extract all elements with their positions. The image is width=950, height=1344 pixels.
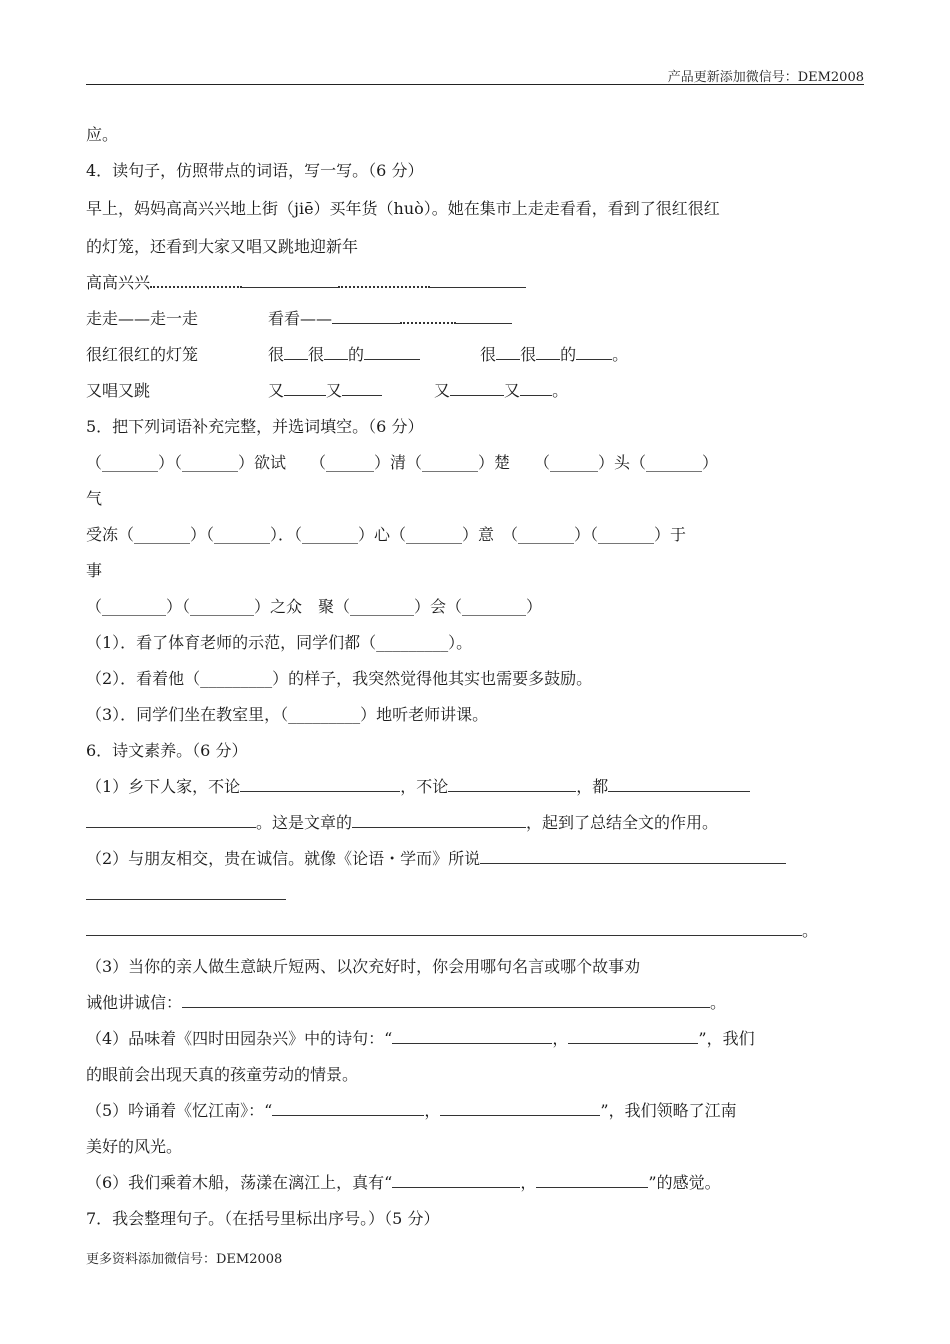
q5-sentence: （2）．看着他（_________）的样子，我突然觉得他其实也需要多鼓励。 xyxy=(86,669,593,688)
q5-word-row: 气 xyxy=(86,489,103,508)
q6-text: 诫他讲诚信： xyxy=(86,993,183,1012)
question-4-passage: 的灯笼，还看到大家又唱又跳地迎新年 xyxy=(86,237,359,256)
page-header: 产品更新添加微信号：DEM2008 xyxy=(667,70,864,85)
q5-word-row: 事 xyxy=(86,561,103,580)
question-6-title: 6．诗文素养。（6 分） xyxy=(86,741,248,760)
answer-blank[interactable] xyxy=(324,339,348,360)
q6-text: 。 xyxy=(710,993,727,1012)
answer-blank[interactable] xyxy=(430,267,526,288)
q5-word-row: 受冻（_______）（_______）．（_______）心（_______）意 （_______）（_______）于 xyxy=(86,525,687,544)
q6-item-2-cont xyxy=(86,913,864,949)
answer-blank[interactable] xyxy=(440,1095,600,1116)
answer-blank[interactable] xyxy=(392,1167,520,1188)
answer-blank[interactable] xyxy=(536,1167,648,1188)
q6-text: （1）乡下人家，不论 xyxy=(86,777,241,796)
answer-blank[interactable] xyxy=(392,1023,552,1044)
q6-text: ， xyxy=(424,1101,441,1120)
q4-text: 很 xyxy=(268,345,285,364)
q4-row-1 xyxy=(86,265,864,301)
q4-row-3 xyxy=(86,337,864,373)
q6-text: （6）我们乘着木船，荡漾在漓江上，真有“ xyxy=(86,1173,393,1192)
q4-text: 很 xyxy=(308,345,325,364)
q4-text: 又 xyxy=(434,381,451,400)
q6-item-3: （3）当你的亲人做生意缺斤短两、以次充好时，你会用哪句名言或哪个故事劝 xyxy=(86,957,641,976)
answer-blank[interactable] xyxy=(284,339,308,360)
dotted-blank[interactable] xyxy=(150,266,242,288)
page-footer: 更多资料添加微信号：DEM2008 xyxy=(86,1252,283,1267)
q4-text: 的 xyxy=(560,345,577,364)
q4-text: 又 xyxy=(504,381,521,400)
answer-blank[interactable] xyxy=(456,303,512,324)
q6-text: 。 xyxy=(802,921,819,940)
q4-row-label: 很红很红的灯笼 xyxy=(86,345,199,364)
answer-blank[interactable] xyxy=(364,339,420,360)
answer-blank[interactable] xyxy=(608,771,750,792)
question-5-title: 5．把下列词语补充完整，并选词填空。（6 分） xyxy=(86,417,424,436)
answer-blank[interactable] xyxy=(182,987,710,1008)
q5-word-row: （________）（________）之众 聚（________）会（________） xyxy=(86,597,543,616)
dotted-blank[interactable] xyxy=(338,266,430,288)
answer-blank[interactable] xyxy=(242,267,338,288)
answer-blank[interactable] xyxy=(240,771,400,792)
q4-row-label: 又唱又跳 xyxy=(86,381,151,400)
q4-text: 很 xyxy=(520,345,537,364)
answer-blank[interactable] xyxy=(86,879,286,900)
q6-item-3-cont xyxy=(86,985,864,1021)
q4-text: 又 xyxy=(326,381,343,400)
q6-text: 。这是文章的 xyxy=(256,813,353,832)
q6-text: （4）品味着《四时田园杂兴》中的诗句：“ xyxy=(86,1029,393,1048)
q4-text: 看看—— xyxy=(268,309,333,328)
answer-blank[interactable] xyxy=(284,375,326,396)
q4-text: 的 xyxy=(348,345,365,364)
answer-blank[interactable] xyxy=(86,807,256,828)
q6-text: ”，我们领略了江南 xyxy=(600,1101,737,1120)
q4-row-4 xyxy=(86,373,864,409)
q6-item-6 xyxy=(86,1165,864,1201)
q6-item-5 xyxy=(86,1093,864,1129)
q6-item-1 xyxy=(86,769,864,805)
q6-text: ，不论 xyxy=(400,777,449,796)
q6-item-2 xyxy=(86,841,864,877)
answer-blank[interactable] xyxy=(536,339,560,360)
answer-blank[interactable] xyxy=(332,303,400,324)
q4-text: 又 xyxy=(268,381,285,400)
answer-blank[interactable] xyxy=(342,375,382,396)
answer-blank[interactable] xyxy=(450,375,504,396)
answer-blank[interactable] xyxy=(496,339,520,360)
document-body xyxy=(86,117,864,1237)
answer-blank[interactable] xyxy=(568,1023,698,1044)
question-7-title: 7．我会整理句子。（在括号里标出序号。）（5 分） xyxy=(86,1209,440,1228)
question-4-title: 4．读句子，仿照带点的词语，写一写。（6 分） xyxy=(86,161,424,180)
q4-row-2 xyxy=(86,301,864,337)
q6-text: （2）与朋友相交，贵在诚信。就像《论语・学而》所说 xyxy=(86,849,481,868)
q6-item-2-cont xyxy=(86,877,864,913)
q6-text: ，都 xyxy=(576,777,609,796)
q6-text: （5）吟诵着《忆江南》：“ xyxy=(86,1101,273,1120)
q6-text: ”，我们 xyxy=(698,1029,755,1048)
answer-blank[interactable] xyxy=(520,375,552,396)
q6-item-4-cont: 的眼前会出现天真的孩童劳动的情景。 xyxy=(86,1065,359,1084)
answer-blank[interactable] xyxy=(576,339,612,360)
q6-text: ， xyxy=(552,1029,569,1048)
question-4-passage: 早上，妈妈高高兴兴地上街（jiē）买年货（huò）。她在集市上走走看看，看到了很红很红 xyxy=(86,199,720,218)
q6-text: ”的感觉。 xyxy=(648,1173,721,1192)
q4-text: 。 xyxy=(552,381,569,400)
header-rule xyxy=(86,84,864,85)
q5-sentence: （1）．看了体育老师的示范，同学们都（_________）。 xyxy=(86,633,473,652)
answer-blank[interactable] xyxy=(480,843,786,864)
q4-row-label: 高高兴兴 xyxy=(86,273,151,292)
answer-blank[interactable] xyxy=(448,771,576,792)
text-line: 应。 xyxy=(86,125,119,144)
answer-blank[interactable] xyxy=(86,915,802,936)
answer-blank[interactable] xyxy=(272,1095,424,1116)
answer-blank[interactable] xyxy=(352,807,526,828)
q6-text: ， xyxy=(520,1173,537,1192)
q5-sentence: （3）．同学们坐在教室里，（_________）地听老师讲课。 xyxy=(86,705,489,724)
dotted-blank[interactable] xyxy=(400,302,456,324)
q6-item-1-cont xyxy=(86,805,864,841)
q4-text: 。 xyxy=(612,345,629,364)
q6-item-4 xyxy=(86,1021,864,1057)
q6-item-5-cont: 美好的风光。 xyxy=(86,1137,183,1156)
q4-text: 很 xyxy=(480,345,497,364)
q5-word-row: （_______）（_______）欲试 （______）清（_______）楚 （______）头（_______） xyxy=(86,453,719,472)
q4-row-label: 走走——走一走 xyxy=(86,309,199,328)
q6-text: ，起到了总结全文的作用。 xyxy=(526,813,719,832)
